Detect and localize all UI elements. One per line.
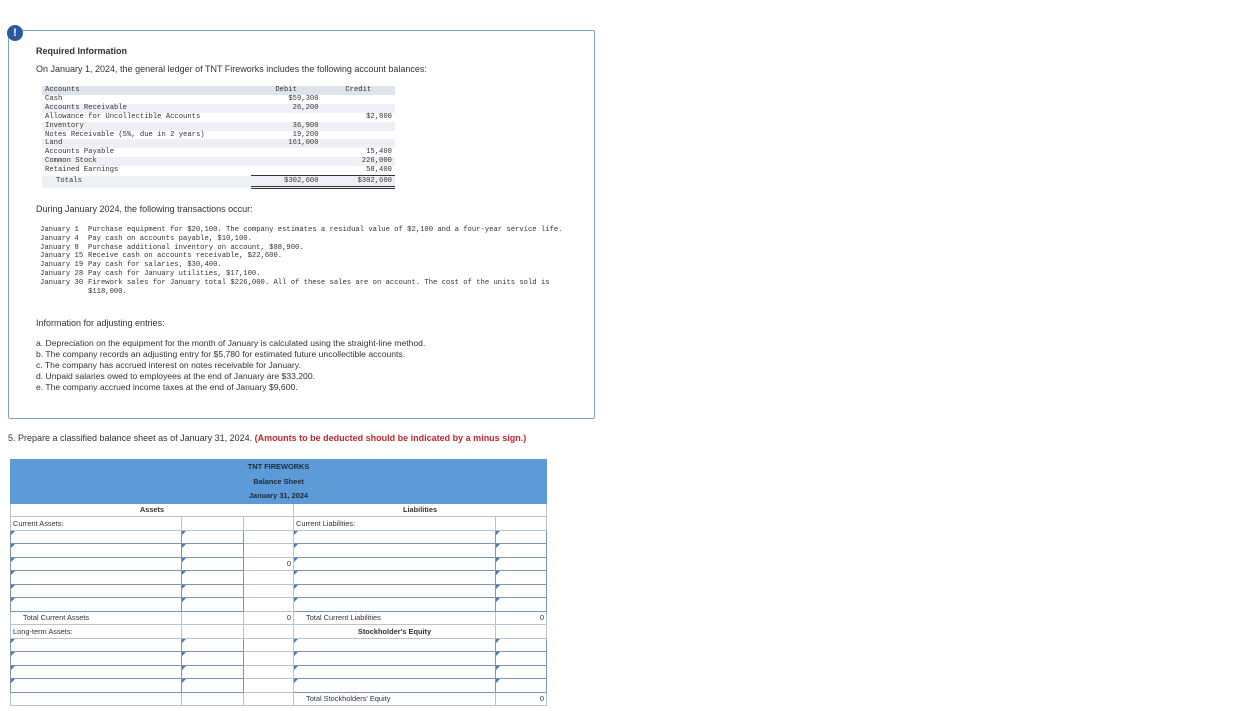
equity-amount-input[interactable] <box>496 679 547 693</box>
ledger-account: Retained Earnings <box>45 166 119 175</box>
total-current-assets-value: 0 <box>244 611 294 625</box>
ledger-row <box>42 157 395 166</box>
ledger-table <box>42 86 395 189</box>
liability-amount-input[interactable] <box>496 544 547 558</box>
asset-account-select[interactable] <box>11 584 182 598</box>
ledger-row <box>42 104 395 113</box>
ledger-row <box>42 131 395 140</box>
liabilities-header: Liabilities <box>294 503 547 517</box>
transaction-date: January 15 <box>40 252 84 261</box>
asset-amount-input[interactable] <box>182 638 244 652</box>
entry-row <box>11 530 547 544</box>
entry-row <box>11 544 547 558</box>
ledger-row <box>42 122 395 131</box>
transaction-text: Pay cash on accounts payable, $10,100. <box>88 234 252 243</box>
statement-title: Balance Sheet <box>11 474 547 489</box>
transaction-date: January 1 <box>40 226 79 234</box>
asset-account-select[interactable] <box>11 652 182 666</box>
asset-amount-input[interactable] <box>182 544 244 558</box>
transaction-text: Receive cash on accounts receivable, $22,600. <box>88 252 283 261</box>
ledger-header-accounts: Accounts <box>42 86 251 95</box>
asset-account-select[interactable] <box>11 598 182 612</box>
liability-amount-input[interactable] <box>496 571 547 585</box>
ledger-debit <box>251 166 322 175</box>
asset-amount-input[interactable] <box>182 665 244 679</box>
assets-header: Assets <box>11 503 294 517</box>
asset-account-select[interactable] <box>11 638 182 652</box>
asset-account-select[interactable] <box>11 544 182 558</box>
transaction-text: Purchase additional inventory on account, $88,900. <box>88 243 304 252</box>
equity-account-select[interactable] <box>294 652 496 666</box>
liability-account-select[interactable] <box>294 544 496 558</box>
adjustment-item: b. The company records an adjusting entry for $5,780 for estimated future uncollectible accounts. <box>36 349 406 359</box>
balance-sheet-table <box>10 459 547 706</box>
entry-row <box>11 638 547 652</box>
company-name-row <box>11 460 547 475</box>
adjusting-entries-heading: Information for adjusting entries: <box>36 318 165 328</box>
asset-account-select[interactable] <box>11 530 182 544</box>
ledger-debit: 161,000 <box>251 139 322 148</box>
required-information-panel <box>8 30 595 419</box>
adjustment-item: e. The company accrued income taxes at the end of January $9,600. <box>36 382 298 392</box>
ledger-account: Cash <box>45 94 63 103</box>
transaction-text: Pay cash for January utilities, $17,100. <box>88 269 261 278</box>
equity-amount-input[interactable] <box>496 638 547 652</box>
asset-amount-input[interactable] <box>182 557 244 571</box>
entry-row <box>11 557 547 571</box>
liability-account-select[interactable] <box>294 530 496 544</box>
question-note: (Amounts to be deducted should be indicated by a minus sign.) <box>254 433 527 443</box>
current-assets-label: Current Assets: <box>11 517 182 531</box>
equity-amount-input[interactable] <box>496 652 547 666</box>
ledger-account: Allowance for Uncollectible Accounts <box>45 112 201 121</box>
liability-account-select[interactable] <box>294 571 496 585</box>
asset-amount-input[interactable] <box>182 598 244 612</box>
entry-row <box>11 598 547 612</box>
ledger-debit: $59,300 <box>288 94 319 103</box>
ledger-credit <box>322 95 395 104</box>
transaction-text: Pay cash for salaries, $30,400. <box>88 261 222 270</box>
stockholders-equity-label: Stockholder's Equity <box>294 625 496 639</box>
ledger-credit: 15,400 <box>366 148 392 157</box>
ledger-header-credit: Credit <box>322 86 395 95</box>
asset-account-select[interactable] <box>11 665 182 679</box>
ledger-row <box>42 139 395 148</box>
question-prompt <box>8 433 526 443</box>
liability-amount-input[interactable] <box>496 557 547 571</box>
adjustment-item: c. The company has accrued interest on notes receivable for January. <box>36 360 301 370</box>
entry-row <box>11 665 547 679</box>
transaction-item <box>40 270 568 279</box>
transaction-item <box>40 252 568 261</box>
asset-account-select[interactable] <box>11 557 182 571</box>
asset-amount-input[interactable] <box>182 530 244 544</box>
transaction-text: Firework sales for January total $226,000. All of these sales are on account. The cost of the units sold is $118,000. <box>88 278 550 296</box>
transaction-date: January 4 <box>40 234 79 243</box>
required-information-heading: Required Information <box>36 46 128 56</box>
liability-amount-input[interactable] <box>496 598 547 612</box>
equity-account-select[interactable] <box>294 679 496 693</box>
ledger-header-debit: Debit <box>251 86 322 95</box>
transaction-date: January 8 <box>40 243 79 252</box>
alert-icon: ! <box>7 25 23 41</box>
ledger-credit: 226,000 <box>322 157 395 166</box>
entry-row <box>11 652 547 666</box>
asset-amount-input[interactable] <box>182 584 244 598</box>
transaction-item <box>40 261 568 270</box>
ledger-credit <box>322 122 395 131</box>
equity-amount-input[interactable] <box>496 665 547 679</box>
ledger-credit <box>322 139 395 148</box>
ledger-debit <box>251 157 322 166</box>
ledger-totals-row <box>42 176 395 188</box>
statement-title-row <box>11 474 547 489</box>
transaction-item <box>40 244 568 253</box>
transaction-date: January 30 <box>40 278 84 287</box>
ledger-debit: 26,200 <box>251 104 322 113</box>
ledger-account: Land <box>42 139 251 148</box>
transactions-heading: During January 2024, the following transactions occur: <box>36 204 253 214</box>
asset-amount-input[interactable] <box>182 652 244 666</box>
total-current-liabilities-value: 0 <box>496 611 547 625</box>
ledger-totals-credit: $302,600 <box>322 176 395 188</box>
total-current-assets-label: Total Current Assets <box>11 611 182 625</box>
long-term-assets-label: Long-term Assets: <box>11 625 182 639</box>
ledger-credit: 58,400 <box>322 166 395 175</box>
liability-account-select[interactable] <box>294 598 496 612</box>
ledger-account: Accounts Receivable <box>42 104 251 113</box>
label-row <box>11 625 547 639</box>
ledger-header-row <box>42 86 395 95</box>
asset-amount-input[interactable] <box>182 571 244 585</box>
transaction-item <box>40 226 568 235</box>
ledger-credit: $2,800 <box>366 112 392 121</box>
ledger-totals-debit: $302,600 <box>251 176 322 188</box>
asset-subtotal-value: 0 <box>244 557 294 571</box>
total-current-liabilities-label: Total Current Liabilities <box>294 611 496 625</box>
ledger-row <box>42 95 395 104</box>
transaction-date: January 19 <box>40 261 84 270</box>
entry-row <box>11 679 547 693</box>
transaction-text: Purchase equipment for $20,100. The company estimates a residual value of $2,100 and a four-year service life. <box>88 226 563 234</box>
ledger-account: Notes Receivable (5%, due in 2 years) <box>45 130 205 139</box>
transaction-item <box>40 235 568 244</box>
ledger-totals-label: Totals <box>42 176 251 188</box>
current-liabilities-label: Current Liabilities: <box>294 517 496 531</box>
ledger-debit: 19,200 <box>292 130 319 139</box>
label-row <box>11 517 547 531</box>
total-stockholders-equity-label: Total Stockholders' Equity <box>294 692 496 706</box>
ledger-row <box>42 113 395 122</box>
ledger-debit <box>251 148 322 157</box>
adjusting-entries-list <box>36 338 425 393</box>
ledger-account: Inventory <box>42 122 251 131</box>
ledger-credit <box>322 131 395 140</box>
adjustment-item: d. Unpaid salaries owed to employees at the end of January are $33,200. <box>36 371 315 381</box>
equity-account-select[interactable] <box>294 638 496 652</box>
total-stockholders-equity-value: 0 <box>496 692 547 706</box>
ledger-credit <box>322 104 395 113</box>
transaction-item <box>40 279 568 297</box>
liability-amount-input[interactable] <box>496 530 547 544</box>
entry-row <box>11 571 547 585</box>
company-name: TNT FIREWORKS <box>11 460 547 475</box>
asset-amount-input[interactable] <box>182 679 244 693</box>
section-header-row <box>11 503 547 517</box>
ledger-row <box>42 166 395 175</box>
statement-date-row <box>11 489 547 504</box>
equity-account-select[interactable] <box>294 665 496 679</box>
liability-account-select[interactable] <box>294 584 496 598</box>
intro-text: On January 1, 2024, the general ledger of TNT Fireworks includes the following account balances: <box>36 64 427 74</box>
ledger-debit: 36,900 <box>251 122 322 131</box>
adjustment-item: a. Depreciation on the equipment for the month of January is calculated using the straight-line method. <box>36 338 426 348</box>
statement-date: January 31, 2024 <box>11 489 547 504</box>
ledger-debit <box>251 113 322 122</box>
entry-row <box>11 584 547 598</box>
ledger-row <box>42 148 395 157</box>
liability-amount-input[interactable] <box>496 584 547 598</box>
liability-account-select[interactable] <box>294 557 496 571</box>
question-text: 5. Prepare a classified balance sheet as of January 31, 2024. <box>8 433 253 443</box>
asset-account-select[interactable] <box>11 679 182 693</box>
transaction-date: January 28 <box>40 269 84 278</box>
transactions-list <box>40 226 568 296</box>
ledger-account: Accounts Payable <box>45 148 115 157</box>
total-current-row <box>11 611 547 625</box>
asset-account-select[interactable] <box>11 571 182 585</box>
total-equity-row <box>11 692 547 706</box>
ledger-account: Common Stock <box>42 157 251 166</box>
